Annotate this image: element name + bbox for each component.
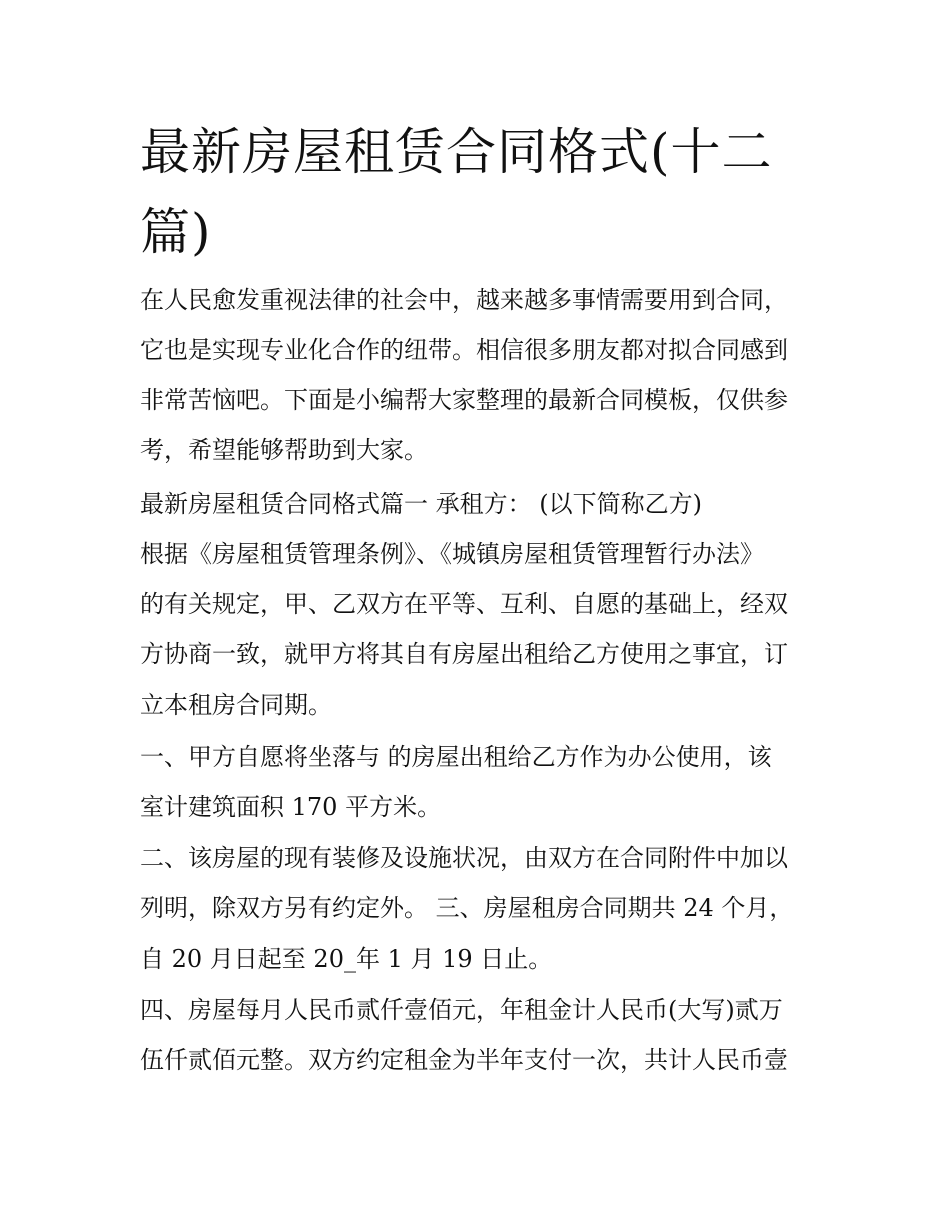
body-line: 室计建筑面积 170 平方米。 [140,793,442,821]
body-line: 方协商一致，就甲方将其自有房屋出租给乙方使用之事宜，订 [140,640,788,668]
title-line-1: 最新房屋租赁合同格式(十二 [140,123,773,181]
body-line: 根据《房屋租赁管理条例》、《城镇房屋租赁管理暂行办法》 [140,540,764,568]
body-line: 的有关规定，甲、乙双方在平等、互利、自愿的基础上，经双 [140,590,788,618]
body-line: 二、该房屋的现有装修及设施状况，由双方在合同附件中加以 [140,844,788,872]
title-line-2: 篇) [140,203,212,261]
body-line: 立本租房合同期。 [140,691,332,719]
body-line: 一、甲方自愿将坐落与 的房屋出租给乙方作为办公使用，该 [140,743,772,771]
body-line: 最新房屋租赁合同格式篇一 承租方： (以下简称乙方) [140,490,702,518]
body-line: 自 20 月日起至 20_年 1 月 19 日止。 [140,945,553,973]
body-line: 列明，除双方另有约定外。 三、房屋租房合同期共 24 个月， [140,894,794,922]
body-line: 四、房屋每月人民币贰仟壹佰元，年租金计人民币(大写)贰万 [140,996,783,1024]
body-line: 伍仟贰佰元整。双方约定租金为半年支付一次，共计人民币壹 [140,1046,788,1074]
body-line: 它也是实现专业化合作的纽带。相信很多朋友都对拟合同感到 [140,336,788,364]
body-line: 非常苦恼吧。下面是小编帮大家整理的最新合同模板，仅供参 [140,386,788,414]
body-line: 在人民愈发重视法律的社会中，越来越多事情需要用到合同， [140,286,788,314]
body-line: 考，希望能够帮助到大家。 [140,436,428,464]
document-title [140,112,840,272]
